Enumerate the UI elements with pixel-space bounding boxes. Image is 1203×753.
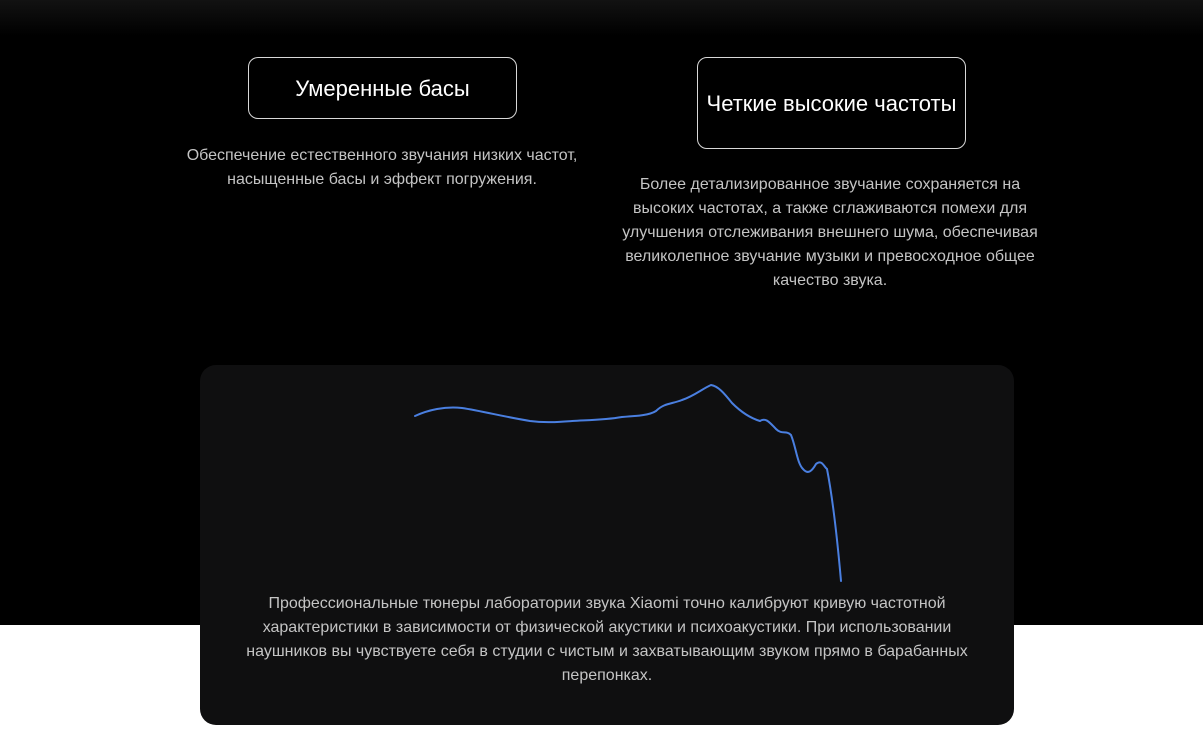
frequency-response-card — [200, 365, 1014, 725]
treble-feature-pill — [697, 57, 966, 149]
tuning-description: Профессиональные тюнеры лаборатории звука Xiaomi точно калибруют кривую частотной характеристики в зависимости от физической акустики и психоакустики. При использовании наушников вы чувствуете себя в студии с чистым и захватывающим звуком прямо в барабанных перепонках. — [246, 595, 968, 684]
frequency-response-curve — [415, 385, 841, 581]
bass-feature-pill — [248, 57, 517, 119]
treble-feature-title: Четкие высокие частоты — [706, 90, 957, 116]
bass-feature-title: Умеренные басы — [295, 75, 470, 101]
bass-feature-description: Обеспечение естественного звучания низких частот, насыщенные басы и эффект погружения. — [186, 147, 578, 188]
treble-feature-description: Более детализированное звучание сохраняется на высоких частотах, а также сглаживаются помехи для улучшения отслеживания внешнего шума, обеспечивая великолепное звучание музыки и превосходное общее качество звука. — [622, 176, 1038, 289]
